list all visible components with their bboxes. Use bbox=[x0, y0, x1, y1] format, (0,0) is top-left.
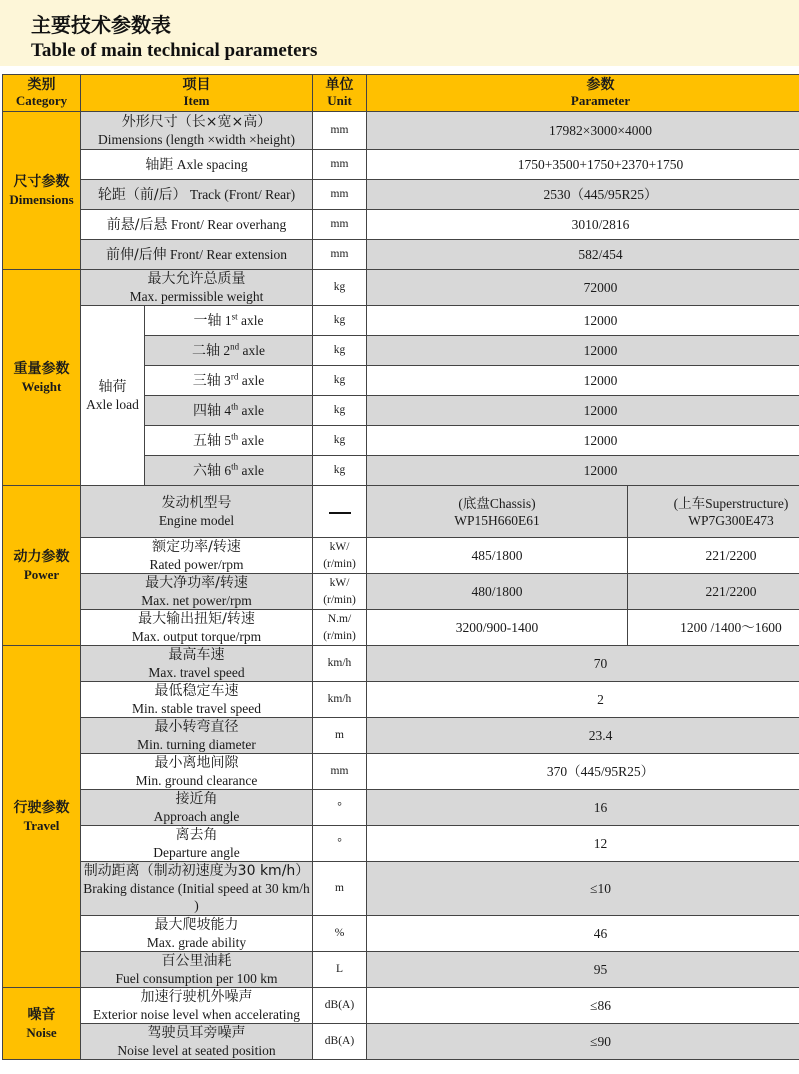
title-chinese: 主要技术参数表 bbox=[31, 13, 171, 37]
table-row bbox=[3, 988, 799, 1024]
category-power: 动力参数 Power bbox=[3, 486, 81, 646]
value-cell: 370（445/95R25） bbox=[367, 754, 799, 790]
item-cell: 最大输出扭矩/转速 Max. output torque/rpm bbox=[81, 610, 313, 646]
value-cell: 12000 bbox=[367, 366, 799, 396]
item-cell: 最大爬坡能力 Max. grade ability bbox=[81, 916, 313, 952]
item-cell: 五轴 5th axle bbox=[145, 426, 313, 456]
unit-cell: km/h bbox=[313, 646, 367, 682]
unit-cell: kg bbox=[313, 426, 367, 456]
table-row bbox=[3, 610, 799, 646]
table-row bbox=[3, 210, 799, 240]
item-cell: 前伸/后伸 Front/ Rear extension bbox=[81, 240, 313, 270]
category-weight: 重量参数 Weight bbox=[3, 270, 81, 486]
table-row bbox=[3, 826, 799, 862]
value-cell: ≤86 bbox=[367, 988, 799, 1024]
axle-load-label: 轴荷 Axle load bbox=[81, 306, 145, 486]
table-row bbox=[3, 150, 799, 180]
value-cell: 16 bbox=[367, 790, 799, 826]
table-row bbox=[3, 646, 799, 682]
unit-cell: mm bbox=[313, 754, 367, 790]
table-row bbox=[3, 538, 799, 574]
value-cell: 2530（445/95R25） bbox=[367, 180, 799, 210]
unit-cell: ° bbox=[313, 826, 367, 862]
category-noise: 噪音 Noise bbox=[3, 988, 81, 1060]
unit-cell: L bbox=[313, 952, 367, 988]
table-row bbox=[3, 240, 799, 270]
value-cell: 12000 bbox=[367, 306, 799, 336]
value-cell: 582/454 bbox=[367, 240, 799, 270]
item-cell: 离去角 Departure angle bbox=[81, 826, 313, 862]
item-cell: 三轴 3rd axle bbox=[145, 366, 313, 396]
unit-cell: kg bbox=[313, 456, 367, 486]
table-row bbox=[3, 112, 799, 150]
item-cell: 百公里油耗 Fuel consumption per 100 km bbox=[81, 952, 313, 988]
unit-cell: N.m/ (r/min) bbox=[313, 610, 367, 646]
table-row bbox=[3, 754, 799, 790]
value-cell: ≤90 bbox=[367, 1024, 799, 1060]
item-cell: 最低稳定车速 Min. stable travel speed bbox=[81, 682, 313, 718]
unit-cell: kg bbox=[313, 336, 367, 366]
table-row bbox=[3, 1024, 799, 1060]
unit-cell bbox=[313, 486, 367, 538]
item-cell: 六轴 6th axle bbox=[145, 456, 313, 486]
item-cell: 二轴 2nd axle bbox=[145, 336, 313, 366]
table-row bbox=[3, 718, 799, 754]
header-item: 项目 Item bbox=[81, 75, 313, 112]
value-cell: 12000 bbox=[367, 426, 799, 456]
value-cell-superstructure: 1200 /1400～1600 bbox=[628, 610, 799, 646]
item-cell: 发动机型号 Engine model bbox=[81, 486, 313, 538]
unit-cell: mm bbox=[313, 180, 367, 210]
table-row bbox=[3, 574, 799, 610]
item-cell: 一轴 1st axle bbox=[145, 306, 313, 336]
value-cell-chassis: 3200/900-1400 bbox=[367, 610, 628, 646]
table-row bbox=[3, 682, 799, 718]
item-cell: 四轴 4th axle bbox=[145, 396, 313, 426]
unit-cell: kW/ (r/min) bbox=[313, 538, 367, 574]
table-row bbox=[3, 486, 799, 538]
table-header-row bbox=[3, 75, 799, 112]
value-cell-chassis: (底盘Chassis) WP15H660E61 bbox=[367, 486, 628, 538]
value-cell: 1750+3500+1750+2370+1750 bbox=[367, 150, 799, 180]
item-cell: 最小转弯直径 Min. turning diameter bbox=[81, 718, 313, 754]
value-cell: 12000 bbox=[367, 336, 799, 366]
dash-mark bbox=[329, 512, 351, 514]
unit-cell: ° bbox=[313, 790, 367, 826]
unit-cell: m bbox=[313, 718, 367, 754]
unit-cell: km/h bbox=[313, 682, 367, 718]
table-row bbox=[3, 862, 799, 916]
value-cell: 46 bbox=[367, 916, 799, 952]
page-header bbox=[0, 0, 799, 66]
value-cell: ≤10 bbox=[367, 862, 799, 916]
item-cell: 额定功率/转速 Rated power/rpm bbox=[81, 538, 313, 574]
header-unit: 单位 Unit bbox=[313, 75, 367, 112]
item-cell: 加速行驶机外噪声 Exterior noise level when accelerating bbox=[81, 988, 313, 1024]
unit-cell: mm bbox=[313, 112, 367, 150]
value-cell-superstructure: 221/2200 bbox=[628, 538, 799, 574]
value-cell-chassis: 485/1800 bbox=[367, 538, 628, 574]
item-cell: 轮距（前/后） Track (Front/ Rear) bbox=[81, 180, 313, 210]
unit-cell: kg bbox=[313, 270, 367, 306]
unit-cell: kg bbox=[313, 306, 367, 336]
table-row bbox=[3, 952, 799, 988]
table-row bbox=[3, 916, 799, 952]
unit-cell: dB(A) bbox=[313, 988, 367, 1024]
value-cell: 12 bbox=[367, 826, 799, 862]
category-dimensions: 尺寸参数 Dimensions bbox=[3, 112, 81, 270]
value-cell: 95 bbox=[367, 952, 799, 988]
technical-parameters-table bbox=[2, 74, 799, 1060]
item-cell: 接近角 Approach angle bbox=[81, 790, 313, 826]
unit-cell: kg bbox=[313, 396, 367, 426]
unit-cell: mm bbox=[313, 210, 367, 240]
item-cell: 最高车速 Max. travel speed bbox=[81, 646, 313, 682]
unit-cell: % bbox=[313, 916, 367, 952]
unit-cell: mm bbox=[313, 240, 367, 270]
unit-cell: kW/ (r/min) bbox=[313, 574, 367, 610]
unit-cell: kg bbox=[313, 366, 367, 396]
value-cell-chassis: 480/1800 bbox=[367, 574, 628, 610]
item-cell: 最大净功率/转速 Max. net power/rpm bbox=[81, 574, 313, 610]
value-cell: 17982×3000×4000 bbox=[367, 112, 799, 150]
item-cell: 外形尺寸（长×宽×高） Dimensions (length ×width ×height) bbox=[81, 112, 313, 150]
header-parameter: 参数 Parameter bbox=[367, 75, 799, 112]
unit-cell: mm bbox=[313, 150, 367, 180]
item-cell: 制动距离（制动初速度为30 km/h） Braking distance (Initial speed at 30 km/h ) bbox=[81, 862, 313, 916]
title-english: Table of main technical parameters bbox=[31, 40, 318, 61]
value-cell-superstructure: (上车Superstructure) WP7G300E473 bbox=[628, 486, 799, 538]
item-cell: 前悬/后悬 Front/ Rear overhang bbox=[81, 210, 313, 240]
item-cell: 驾驶员耳旁噪声 Noise level at seated position bbox=[81, 1024, 313, 1060]
value-cell: 23.4 bbox=[367, 718, 799, 754]
value-cell: 72000 bbox=[367, 270, 799, 306]
header-category: 类别 Category bbox=[3, 75, 81, 112]
unit-cell: m bbox=[313, 862, 367, 916]
table-row bbox=[3, 790, 799, 826]
value-cell-superstructure: 221/2200 bbox=[628, 574, 799, 610]
value-cell: 12000 bbox=[367, 396, 799, 426]
item-cell: 最大允许总质量 Max. permissible weight bbox=[81, 270, 313, 306]
item-cell: 最小离地间隙 Min. ground clearance bbox=[81, 754, 313, 790]
table-row bbox=[3, 180, 799, 210]
table-row bbox=[3, 270, 799, 306]
value-cell: 3010/2816 bbox=[367, 210, 799, 240]
item-cell: 轴距 Axle spacing bbox=[81, 150, 313, 180]
value-cell: 2 bbox=[367, 682, 799, 718]
value-cell: 70 bbox=[367, 646, 799, 682]
unit-cell: dB(A) bbox=[313, 1024, 367, 1060]
table-row bbox=[3, 306, 799, 336]
category-travel: 行驶参数 Travel bbox=[3, 646, 81, 988]
value-cell: 12000 bbox=[367, 456, 799, 486]
